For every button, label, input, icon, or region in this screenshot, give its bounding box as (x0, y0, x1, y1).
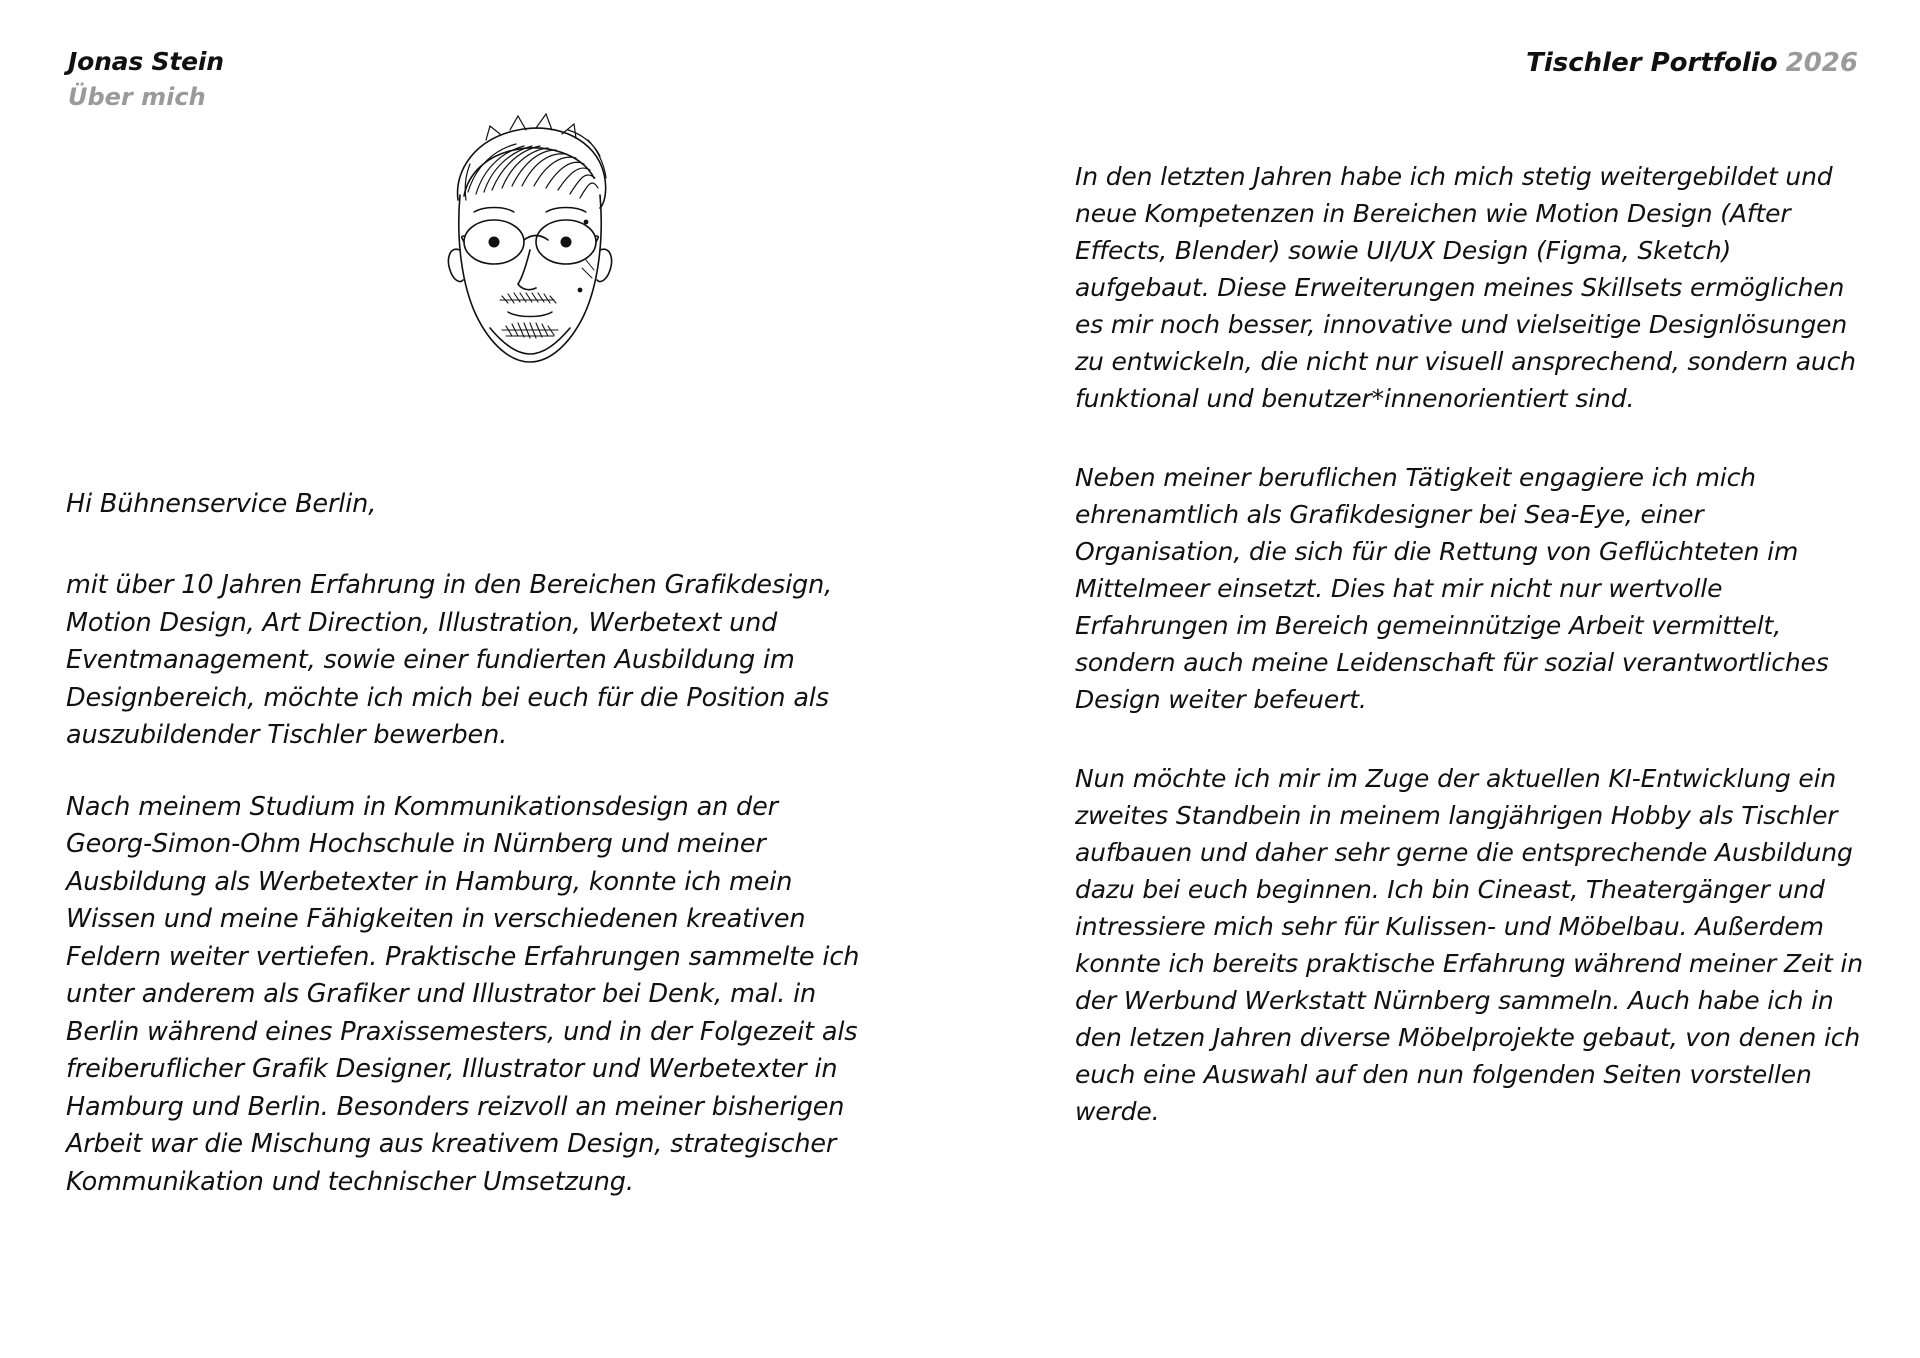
left-paragraph-1: mit über 10 Jahren Erfahrung in den Bereichen Grafikdesign, Motion Design, Art Direction, Illustration, Werbetext und Eventmanagement, sowie einer fundierten Ausbildung im Designbereich, möchte ich mich bei euch für die Position als auszubildender Tischler bewerben. (66, 570, 833, 751)
page-subtitle: Über mich (68, 82, 206, 111)
right-paragraph-2: Neben meiner beruflichen Tätigkeit engagiere ich mich ehrenamtlich als Grafikdesigner bei Sea-Eye, einer Organisation, die sich für die Rettung von Geflüchteten im Mittelmeer einsetzt. Dies hat mir nicht nur wertvolle Erfahrungen im Bereich gemeinnützige Arbeit vermittelt, sondern auch meine Leidenschaft für sozial verantwortliches Design weiter befeuert. (1075, 463, 1829, 714)
greeting-paragraph: Hi Bühnenservice Berlin, (66, 489, 377, 519)
portrait-illustration (390, 100, 670, 385)
header-right (1526, 48, 1858, 78)
author-name: Jonas Stein (68, 47, 224, 76)
right-paragraph-1: In den letzten Jahren habe ich mich stetig weitergebildet und neue Kompetenzen in Bereichen wie Motion Design (After Effects, Blender) sowie UI/UX Design (Figma, Sketch) aufgebaut. Diese Erweiterungen meines Skillsets ermöglichen es mir noch besser, innovative und vielseitige Designlösungen zu entwickeln, die nicht nur visuell ansprechend, sondern auch funktional und benutzer*innenorientiert sind. (1075, 162, 1856, 413)
left-text-column (66, 486, 871, 1201)
right-paragraph-3: Nun möchte ich mir im Zuge der aktuellen KI-Entwicklung ein zweites Standbein in meinem langjährigen Hobby als Tischler aufbauen und daher sehr gerne die entsprechende Ausbildung dazu bei euch beginnen. Ich bin Cineast, Theatergänger und intressiere mich sehr für Kulissen- und Möbelbau. Außerdem konnte ich bereits praktische Erfahrung während meiner Zeit in der Werbund Werkstatt Nürnberg sammeln. Auch habe ich in den letzen Jahren diverse Möbelprojekte gebaut, von denen ich euch eine Auswahl auf den nun folgenden Seiten vorstellen werde. (1075, 764, 1863, 1126)
portfolio-title: Tischler Portfolio (1526, 48, 1778, 78)
right-text-column (1075, 158, 1865, 1130)
portfolio-year: 2026 (1785, 48, 1858, 78)
left-paragraph-2: Nach meinem Studium in Kommunikationsdesign an der Georg-Simon-Ohm Hochschule in Nürnberg und meiner Ausbildung als Werbetexter in Hamburg, konnte ich mein Wissen und meine Fähigkeiten in verschiedenen kreativen Feldern weiter vertiefen. Praktische Erfahrungen sammelte ich unter anderem als Grafiker und Illustrator bei Denk, mal. in Berlin während eines Praxissemesters, und in der Folgezeit als freiberuflicher Grafik Designer, Illustrator und Werbetexter in Hamburg und Berlin. Besonders reizvoll an meiner bisherigen Arbeit war die Mischung aus kreativem Design, strategischer Kommunikation und technischer Umsetzung. (66, 791, 860, 1197)
